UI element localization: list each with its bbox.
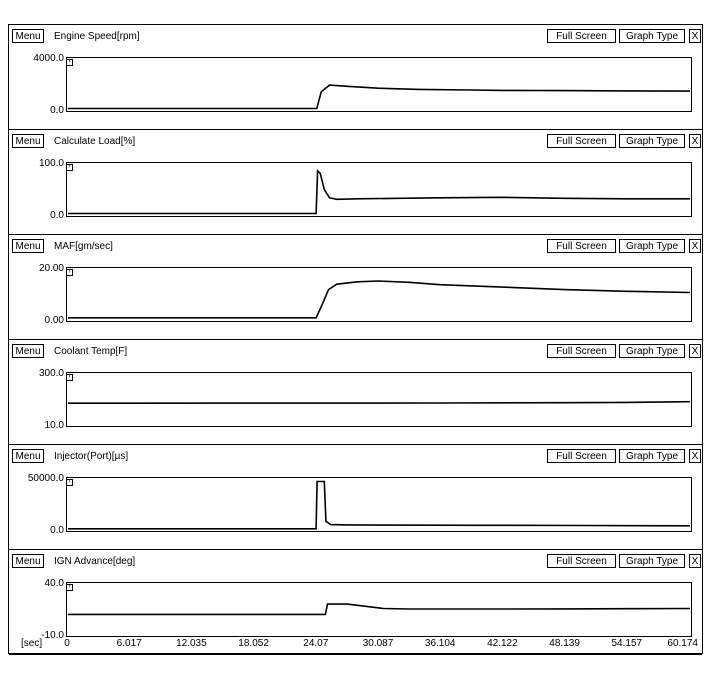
series-svg: [67, 478, 691, 531]
graph-type-button[interactable]: Graph Type: [619, 449, 685, 463]
panel-header: [9, 235, 702, 257]
close-button[interactable]: X: [689, 449, 701, 463]
cursor-marker-icon[interactable]: ›: [66, 59, 73, 66]
series-line: [68, 402, 690, 404]
menu-button[interactable]: Menu: [12, 344, 44, 358]
graph-type-button[interactable]: Graph Type: [619, 554, 685, 568]
cursor-marker-icon[interactable]: ›: [66, 584, 73, 591]
x-tick-label: 18.052: [238, 638, 269, 649]
series-line: [68, 281, 690, 318]
x-tick-label: 30.087: [362, 638, 394, 649]
series-svg: [67, 268, 691, 321]
x-tick-label: 48.139: [549, 638, 580, 649]
full-screen-button[interactable]: Full Screen: [547, 239, 616, 253]
y-min-label: 10.0: [44, 420, 64, 431]
y-max-label: 4000.0: [33, 53, 64, 64]
graph-type-button[interactable]: Graph Type: [619, 134, 685, 148]
graph-panel: [9, 235, 702, 340]
full-screen-button[interactable]: Full Screen: [547, 449, 616, 463]
close-button[interactable]: X: [689, 554, 701, 568]
full-screen-button[interactable]: Full Screen: [547, 29, 616, 43]
menu-button[interactable]: Menu: [12, 239, 44, 253]
panel-header: [9, 550, 702, 572]
panel-title: Calculate Load[%]: [54, 136, 136, 147]
x-tick-label: 54.157: [611, 638, 643, 649]
series-line: [68, 171, 690, 214]
x-axis-unit: [sec]: [21, 638, 43, 649]
close-button[interactable]: X: [689, 239, 701, 253]
chart-window: [8, 24, 703, 654]
y-max-label: 40.0: [44, 578, 64, 589]
menu-button[interactable]: Menu: [12, 449, 44, 463]
graph-panel: [9, 130, 702, 235]
x-axis: [9, 632, 702, 654]
full-screen-button[interactable]: Full Screen: [547, 344, 616, 358]
series-line: [68, 85, 690, 108]
full-screen-button[interactable]: Full Screen: [547, 134, 616, 148]
plot-area[interactable]: [66, 477, 692, 532]
x-tick-label: 42.122: [487, 638, 518, 649]
y-min-label: 0.0: [50, 525, 64, 536]
cursor-marker-icon[interactable]: ›: [66, 479, 73, 486]
x-tick-label: 36.104: [424, 638, 456, 649]
series-svg: [67, 373, 691, 426]
y-min-label: 0.0: [50, 210, 64, 221]
menu-button[interactable]: Menu: [12, 134, 44, 148]
y-min-label: 0.00: [44, 315, 64, 326]
series-svg: [67, 163, 691, 216]
series-svg: [67, 58, 691, 111]
x-tick-label: 0: [64, 638, 70, 649]
panel-header: [9, 340, 702, 362]
full-screen-button[interactable]: Full Screen: [547, 554, 616, 568]
y-max-label: 50000.0: [27, 473, 64, 484]
panel-title: Injector(Port)[µs]: [54, 451, 129, 462]
graph-type-button[interactable]: Graph Type: [619, 344, 685, 358]
plot-area[interactable]: [66, 372, 692, 427]
close-button[interactable]: X: [689, 134, 701, 148]
cursor-marker-icon[interactable]: ›: [66, 269, 73, 276]
x-tick-label: 60.174: [667, 638, 698, 649]
plot-area[interactable]: [66, 267, 692, 322]
y-min-label: -10.0: [41, 630, 64, 641]
graph-panel: [9, 25, 702, 130]
graph-type-button[interactable]: Graph Type: [619, 29, 685, 43]
x-tick-label: 24.07: [303, 638, 329, 649]
plot-area[interactable]: [66, 582, 692, 637]
cursor-marker-icon[interactable]: ›: [66, 164, 73, 171]
panel-title: MAF[gm/sec]: [54, 241, 113, 252]
panel-title: Engine Speed[rpm]: [54, 31, 140, 42]
close-button[interactable]: X: [689, 344, 701, 358]
cursor-marker-icon[interactable]: ›: [66, 374, 73, 381]
x-tick-label: 12.035: [176, 638, 207, 649]
panel-header: [9, 25, 702, 47]
series-line: [68, 482, 690, 529]
y-max-label: 300.0: [38, 368, 64, 379]
plot-area[interactable]: [66, 162, 692, 217]
graph-type-button[interactable]: Graph Type: [619, 239, 685, 253]
graph-panel: [9, 445, 702, 550]
y-max-label: 20.00: [38, 263, 64, 274]
y-max-label: 100.0: [38, 158, 64, 169]
plot-area[interactable]: [66, 57, 692, 112]
panel-title: Coolant Temp[F]: [54, 346, 128, 357]
panel-title: IGN Advance[deg]: [54, 556, 136, 567]
x-tick-label: 6.017: [116, 638, 142, 649]
series-line: [68, 604, 690, 614]
panel-header: [9, 445, 702, 467]
close-button[interactable]: X: [689, 29, 701, 43]
y-min-label: 0.0: [50, 105, 64, 116]
graph-panel: [9, 340, 702, 445]
menu-button[interactable]: Menu: [12, 554, 44, 568]
menu-button[interactable]: Menu: [12, 29, 44, 43]
series-svg: [67, 583, 691, 636]
panel-header: [9, 130, 702, 152]
